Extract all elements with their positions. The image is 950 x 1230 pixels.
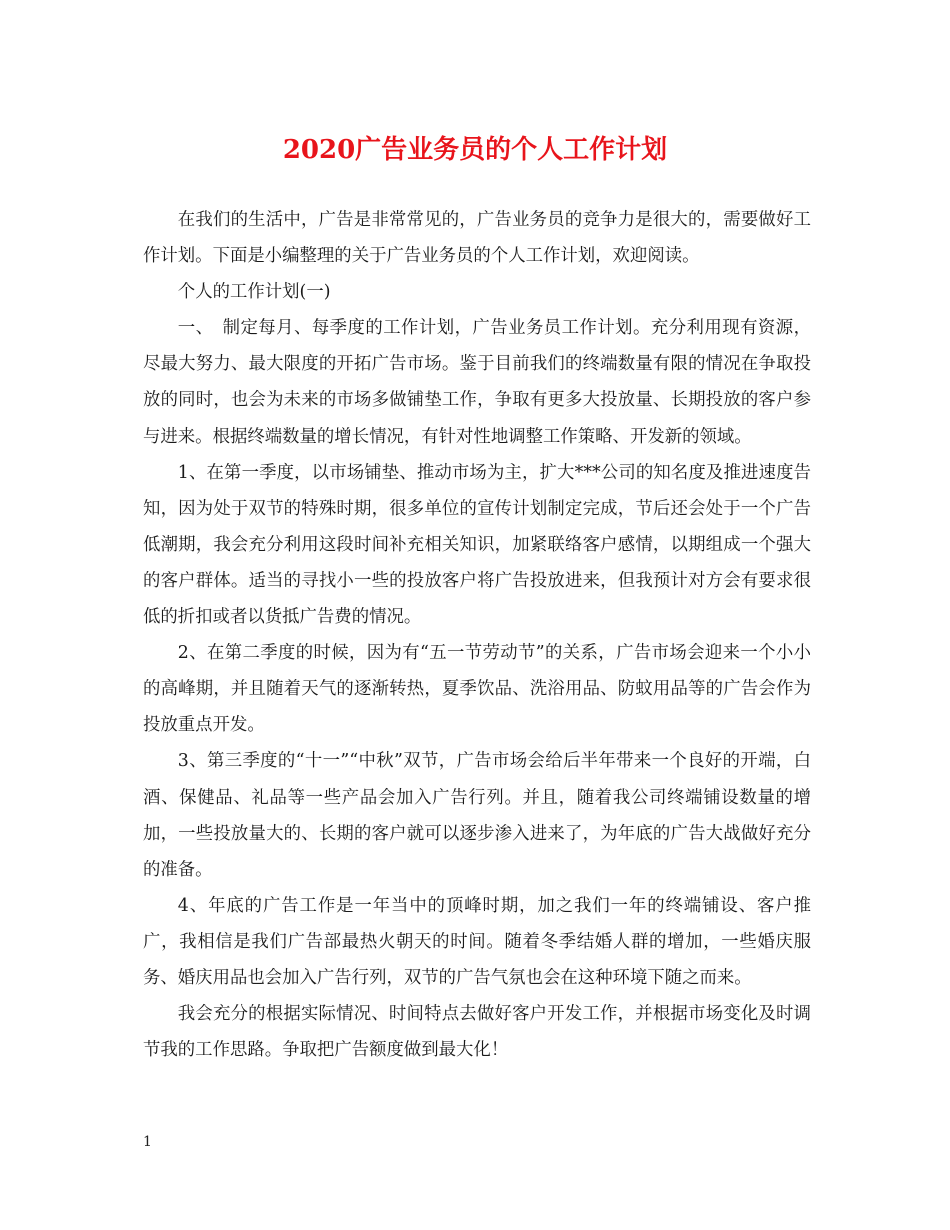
paragraph-intro: 在我们的生活中，广告是非常常见的，广告业务员的竞争力是很大的，需要做好工作计划。下面是小编整理的关于广告业务员的个人工作计划，欢迎阅读。 — [143, 210, 811, 267]
paragraph-q3: 3、第三季度的“十一”“中秋”双节，广告市场会给后半年带来一个良好的开端，白酒、保健品、礼品等一些产品会加入广告行列。并且，随着我公司终端铺设数量的增加，一些投放量大的、长期的客户就可以逐步渗入进来了，为年底的广告大战做好充分的准备。 — [143, 751, 811, 880]
paragraph-q2: 2、在第二季度的时候，因为有“五一节劳动节”的关系，广告市场会迎来一个小小的高峰期，并且随着天气的逐渐转热，夏季饮品、洗浴用品、防蚊用品等的广告会作为投放重点开发。 — [143, 643, 811, 736]
paragraph-conclusion: 我会充分的根据实际情况、时间特点去做好客户开发工作，并根据市场变化及时调节我的工作思路。争取把广告额度做到最大化！ — [143, 1004, 811, 1061]
paragraph-plan-overview: 一、 制定每月、每季度的工作计划，广告业务员工作计划。充分利用现有资源，尽最大努力、最大限度的开拓广告市场。鉴于目前我们的终端数量有限的情况在争取投放的同时，也会为未来的市场多做铺垫工作，争取有更多大投放量、长期投放的客户参与进来。根据终端数量的增长情况，有针对性地调整工作策略、开发新的领域。 — [143, 318, 811, 447]
paragraph-section-heading: 个人的工作计划(一) — [177, 282, 331, 303]
paragraph-q1: 1、在第一季度，以市场铺垫、推动市场为主，扩大***公司的知名度及推进速度告知，因为处于双节的特殊时期，很多单位的宣传计划制定完成，节后还会处于一个广告低潮期，我会充分利用这段时间补充相关知识，加紧联络客户感情，以期组成一个强大的客户群体。适当的寻找小一些的投放客户将广告投放进来，但我预计对方会有要求很低的折扣或者以货抵广告费的情况。 — [143, 462, 811, 628]
document-title: 2020广告业务员的个人工作计划 — [282, 135, 668, 165]
paragraph-q4: 4、年底的广告工作是一年当中的顶峰时期，加之我们一年的终端铺设、客户推广，我相信是我们广告部最热火朝天的时间。随着冬季结婚人群的增加，一些婚庆服务、婚庆用品也会加入广告行列，双节的广告气氛也会在这种环境下随之而来。 — [143, 895, 811, 988]
document-body — [143, 202, 811, 1068]
page-number: 1 — [143, 1134, 152, 1150]
